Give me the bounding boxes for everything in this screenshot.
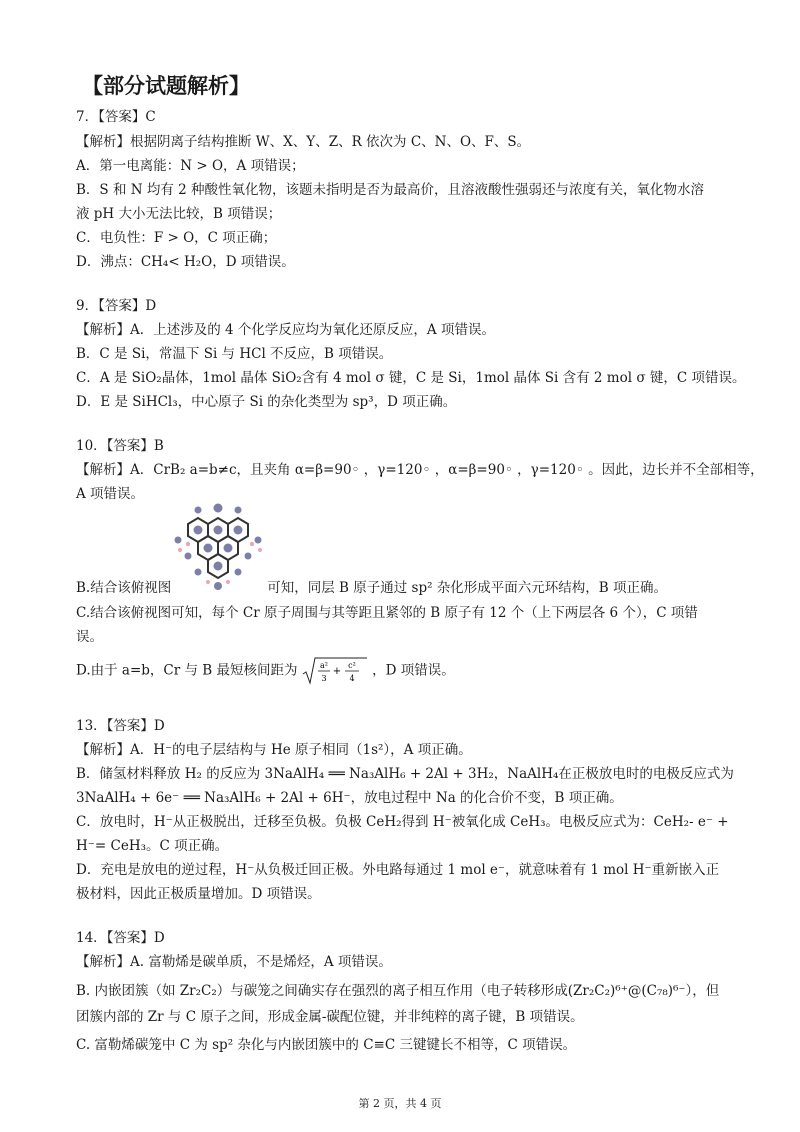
- q7-option-c: C．电负性：F > O，C 项正确；: [76, 230, 277, 246]
- formula-den2: 4: [349, 674, 355, 683]
- formula-plus: +: [332, 666, 342, 677]
- q14-analysis: 【解析】A. 富勒烯是碳单质，不是烯烃，A 项错误。: [76, 954, 392, 970]
- atom: [195, 507, 202, 514]
- q7-analysis: 【解析】根据阴离子结构推断 W、X、Y、Z、R 依次为 C、N、O、F、S。: [76, 134, 531, 150]
- formula-num1: a²: [319, 661, 328, 670]
- sqrt-formula: [302, 656, 368, 686]
- q13-option-c-line1: C．放电时，H⁻从正极脱出，迁移至负极。负极 CeH₂得到 H⁻被氧化成 CeH₃。电极反应式为：CeH₂- e⁻ +: [76, 814, 729, 830]
- atom: [195, 569, 202, 576]
- atom: [224, 544, 233, 553]
- q13-option-b-line1: B．储氢材料释放 H₂ 的反应为 3NaAlH₄ ══ Na₃AlH₆ + 2Al + 3H₂，NaAlH₄在正极放电时的电极反应式为: [76, 766, 734, 782]
- atom: [250, 542, 254, 546]
- q10-analysis-line2: A 项错误。: [76, 486, 145, 502]
- q14-option-b-line2: 团簇内部的 Zr 与 C 原子之间，形成金属-碳配位键，并非纯粹的离子键，B 项错误。: [76, 1009, 584, 1025]
- atom: [214, 526, 223, 535]
- q10-option-c-line1: C.结合该俯视图可知，每个 Cr 原子周围与其等距且紧邻的 B 原子有 12 个（上下两层各 6 个），C 项错: [76, 605, 698, 621]
- q13-analysis: 【解析】A．H⁻的电子层结构与 He 原子相同（1s²），A 项正确。: [76, 742, 472, 758]
- atom: [234, 526, 243, 535]
- q10-option-d-suffix: ，D 项错误。: [372, 662, 455, 679]
- q9-option-b: B．C 是 Si，常温下 Si 与 HCl 不反应，B 项错误。: [76, 346, 393, 362]
- atom: [255, 537, 262, 544]
- atom: [235, 507, 242, 514]
- atom: [178, 548, 182, 552]
- q10-option-d: [76, 656, 455, 686]
- q10-option-c-line2: 误。: [76, 629, 103, 645]
- atom: [185, 553, 192, 560]
- q10-option-d-prefix: D.由于 a=b，Cr 与 B 最短核间距为: [76, 662, 298, 679]
- q9-option-d: D．E 是 SiHCl₃，中心原子 Si 的杂化类型为 sp³，D 项正确。: [76, 394, 457, 410]
- formula-num2: c²: [347, 661, 356, 670]
- atom: [214, 562, 223, 571]
- q7-option-a: A．第一电离能：N > O，A 项错误；: [76, 158, 305, 174]
- q7-option-d: D．沸点：CH₄< H₂O，D 项错误。: [76, 254, 295, 270]
- q14-option-c: C. 富勒烯碳笼中 C 为 sp² 杂化与内嵌团簇中的 C≡C 三键键长不相等，C 项错误。: [76, 1037, 577, 1053]
- q9-answer: 9．【答案】D: [76, 298, 157, 314]
- atom: [245, 553, 252, 560]
- q10-option-b: [76, 579, 667, 597]
- q10-analysis-line1: 【解析】A．CrB₂ a=b≠c，且夹角 α=β=90◦ ，γ=120◦ ，α=β=90◦ ，γ=120◦ 。因此，边长并不全部相等，: [76, 462, 764, 478]
- q10-option-b-prefix: B.结合该俯视图: [76, 580, 172, 596]
- q14-option-b-line1: B. 内嵌团簇（如 Zr₂C₂）与碳笼之间确实存在强烈的离子相互作用（电子转移形成(Zr₂C₂)⁶⁺@(C₇₈)⁶⁻），但: [76, 983, 720, 999]
- atom: [186, 542, 190, 546]
- page-footer: 第 2 页，共 4 页: [358, 1097, 442, 1110]
- q7-option-b-line2: 液 pH 大小无法比较，B 项错误；: [76, 206, 282, 222]
- q9-option-c: C．A 是 SiO₂晶体，1mol 晶体 SiO₂含有 4 mol σ 键，C 是 Si，1mol 晶体 Si 含有 2 mol σ 键，C 项错误。: [76, 370, 746, 386]
- q13-option-b-line2: 3NaAlH₄ + 6e⁻ ══ Na₃AlH₆ + 2Al + 6H⁻，放电过程中 Na 的化合价不变，B 项正确。: [76, 790, 623, 806]
- atom: [175, 537, 182, 544]
- atom: [194, 526, 203, 535]
- q13-option-d-line2: 极材料，因此正极质量增加。D 项错误。: [76, 886, 321, 902]
- q13-answer: 13．【答案】D: [76, 718, 165, 734]
- atom: [214, 504, 223, 513]
- atom: [204, 544, 213, 553]
- q14-answer: 14．【答案】D: [76, 930, 165, 946]
- q10-answer: 10．【答案】B: [76, 438, 164, 454]
- formula-den1: 3: [321, 674, 327, 683]
- q7-option-b-line1: B．S 和 N 均有 2 种酸性氧化物，该题未指明是否为最高价，且溶液酸性强弱还与浓度有关，氧化物水溶: [76, 182, 705, 198]
- q10-option-b-suffix: 可知，同层 B 原子通过 sp² 杂化形成平面六元环结构，B 项正确。: [267, 580, 667, 596]
- q13-option-c-line2: H⁻= CeH₃。C 项正确。: [76, 838, 229, 854]
- q7-answer: 7．【答案】C: [76, 109, 156, 125]
- atom: [235, 569, 242, 576]
- q13-option-d-line1: D．充电是放电的逆过程，H⁻从负极迁回正极。外电路每通过 1 mol e⁻，就意味着有 1 mol H⁻重新嵌入正: [76, 862, 720, 878]
- section-title: 【部分试题解析】: [82, 74, 250, 98]
- atom: [258, 548, 262, 552]
- q9-analysis: 【解析】A．上述涉及的 4 个化学反应均为氧化还原反应，A 项错误。: [76, 322, 495, 338]
